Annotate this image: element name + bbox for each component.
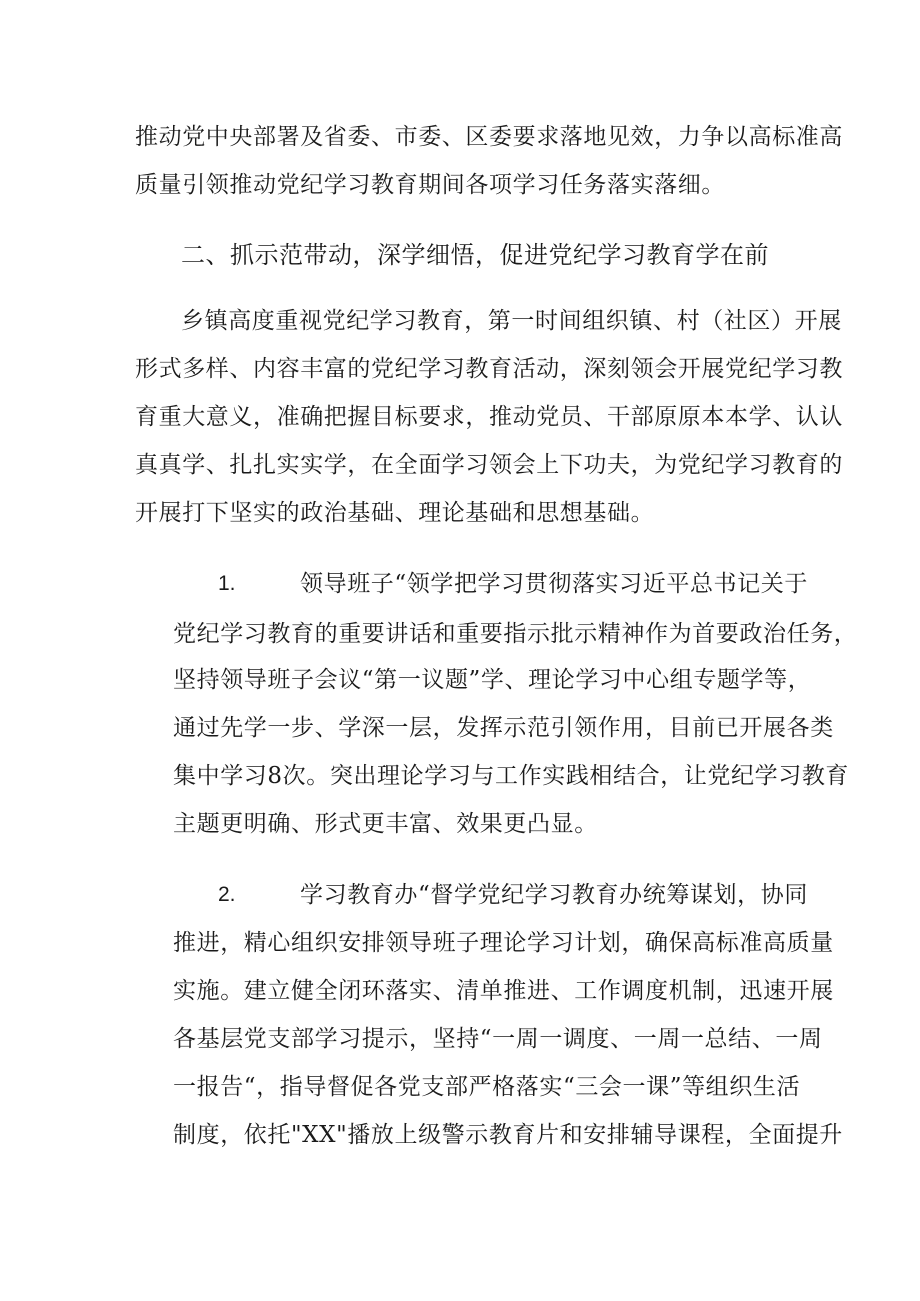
body-line: 育重大意义，准确把握目标要求，推动党员、干部原原本本学、认认 [135, 404, 843, 430]
body-line: 开展打下坚实的政治基础、理论基础和思想基础。 [135, 500, 655, 526]
list-item-number: 1. [218, 572, 236, 595]
body-line: 真真学、扎扎实实学，在全面学习领会上下功夫，为党纪学习教育的 [135, 452, 843, 478]
list-item-line: 集中学习8次。突出理论学习与工作实践相结合，让党纪学习教育 [173, 763, 850, 789]
body-line: 质量引领推动党纪学习教育期间各项学习任务落实落细。 [135, 172, 725, 198]
section-heading: 二、抓示范带动，深学细悟，促进党纪学习教育学在前 [181, 241, 769, 269]
body-line: 推动党中央部署及省委、市委、区委要求落地见效，力争以高标准高 [135, 124, 843, 150]
list-item-line: 通过先学一步、学深一层，发挥示范引领作用，目前已开展各类 [173, 715, 834, 741]
list-item-line: 主题更明确、形式更丰富、效果更凸显。 [173, 811, 598, 837]
body-line: 形式多样、内容丰富的党纪学习教育活动，深刻领会开展党纪学习教 [135, 356, 843, 382]
list-item-line: 坚持领导班子会议“第一议题”学、理论学习中心组专题学等， [173, 667, 812, 693]
list-item-line: 各基层党支部学习提示，坚持“一周一调度、一周一总结、一周 [173, 1026, 823, 1052]
list-item-line: 领导班子“领学把学习贯彻落实习近平总书记关于 [300, 571, 808, 597]
list-item-line: 推进，精心组织安排领导班子理论学习计划，确保高标准高质量 [173, 930, 834, 956]
list-item-line: 学习教育办“督学党纪学习教育办统筹谋划，协同 [300, 882, 808, 908]
list-item-line: 实施。建立健全闭环落实、清单推进、工作调度机制，迅速开展 [173, 978, 834, 1004]
list-item-line: 制度，依托"XX"播放上级警示教育片和安排辅导课程，全面提升 [173, 1122, 843, 1148]
list-item-line: 党纪学习教育的重要讲话和重要指示批示精神作为首要政治任务， [173, 621, 858, 647]
list-item-line: 一报告“，指导督促各党支部严格落实“三会一课”等组织生活 [173, 1074, 801, 1100]
list-item-number: 2. [218, 883, 236, 906]
body-line: 乡镇高度重视党纪学习教育，第一时间组织镇、村（社区）开展 [181, 308, 842, 334]
